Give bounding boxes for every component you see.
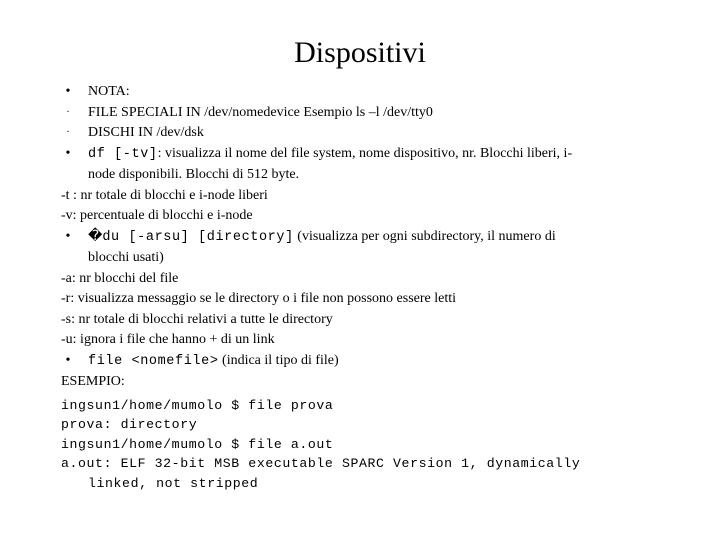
- code-line: linked, not stripped: [88, 475, 259, 491]
- bullet-icon: •: [65, 352, 71, 368]
- list-item-du: [61, 227, 661, 249]
- list-item-file: [61, 351, 661, 373]
- option-u: -u: ignora i file che hanno + di un link: [61, 332, 275, 347]
- option-r: -r: visualizza messaggio se le directory o i file non possono essere letti: [61, 291, 457, 306]
- code-example: [61, 396, 661, 494]
- du-description-continued: blocchi usati): [88, 250, 164, 265]
- code-line: ingsun1/home/mumolo $ file a.out: [61, 436, 334, 452]
- option-t: -t : nr totale di blocchi e i-node liberi: [61, 187, 268, 203]
- file-command: file <nomefile>: [88, 353, 219, 369]
- code-line: a.out: ELF 32-bit MSB executable SPARC Version 1, dynamically: [61, 456, 581, 471]
- code-line: prova: directory: [61, 417, 198, 432]
- slide-title: Dispositivi: [294, 36, 426, 69]
- small-bullet-icon: ·: [66, 127, 70, 138]
- option-a: -a: nr blocchi del file: [61, 270, 179, 286]
- list-item-df: [61, 144, 661, 166]
- df-description: : visualizza il nome del file system, nome dispositivo, nr. Blocchi liberi, i-: [157, 145, 573, 161]
- esempio-heading: ESEMPIO:: [61, 374, 125, 389]
- bullet-icon: •: [65, 84, 71, 99]
- nota-text: NOTA:: [88, 84, 130, 99]
- df-description-continued: node disponibili. Blocchi di 512 byte.: [88, 167, 300, 182]
- bullet-icon: •: [65, 228, 71, 244]
- dischi-text: DISCHI IN /dev/dsk: [88, 125, 204, 140]
- df-command: df [-tv]: [88, 146, 158, 162]
- list-item-dischi: [61, 123, 661, 144]
- option-v: -v: percentuale di blocchi e i-node: [61, 208, 253, 223]
- du-description: (visualizza per ogni subdirectory, il numero di: [293, 228, 556, 244]
- small-bullet-icon: ·: [66, 106, 70, 118]
- code-line: ingsun1/home/mumolo $ file prova: [61, 397, 334, 413]
- list-item-file-speciali: [61, 103, 661, 124]
- list-item-nota: [61, 82, 661, 103]
- slide-content: [61, 82, 661, 493]
- replacement-char: �: [88, 228, 103, 244]
- file-speciali-text: FILE SPECIALI IN /dev/nomedevice Esempio ls –l /dev/tty0: [88, 104, 433, 120]
- option-s: -s: nr totale di blocchi relativi a tutte le directory: [61, 311, 333, 327]
- file-description: (indica il tipo di file): [218, 352, 339, 368]
- du-command: du [-arsu] [directory]: [102, 229, 294, 245]
- bullet-icon: •: [65, 145, 71, 161]
